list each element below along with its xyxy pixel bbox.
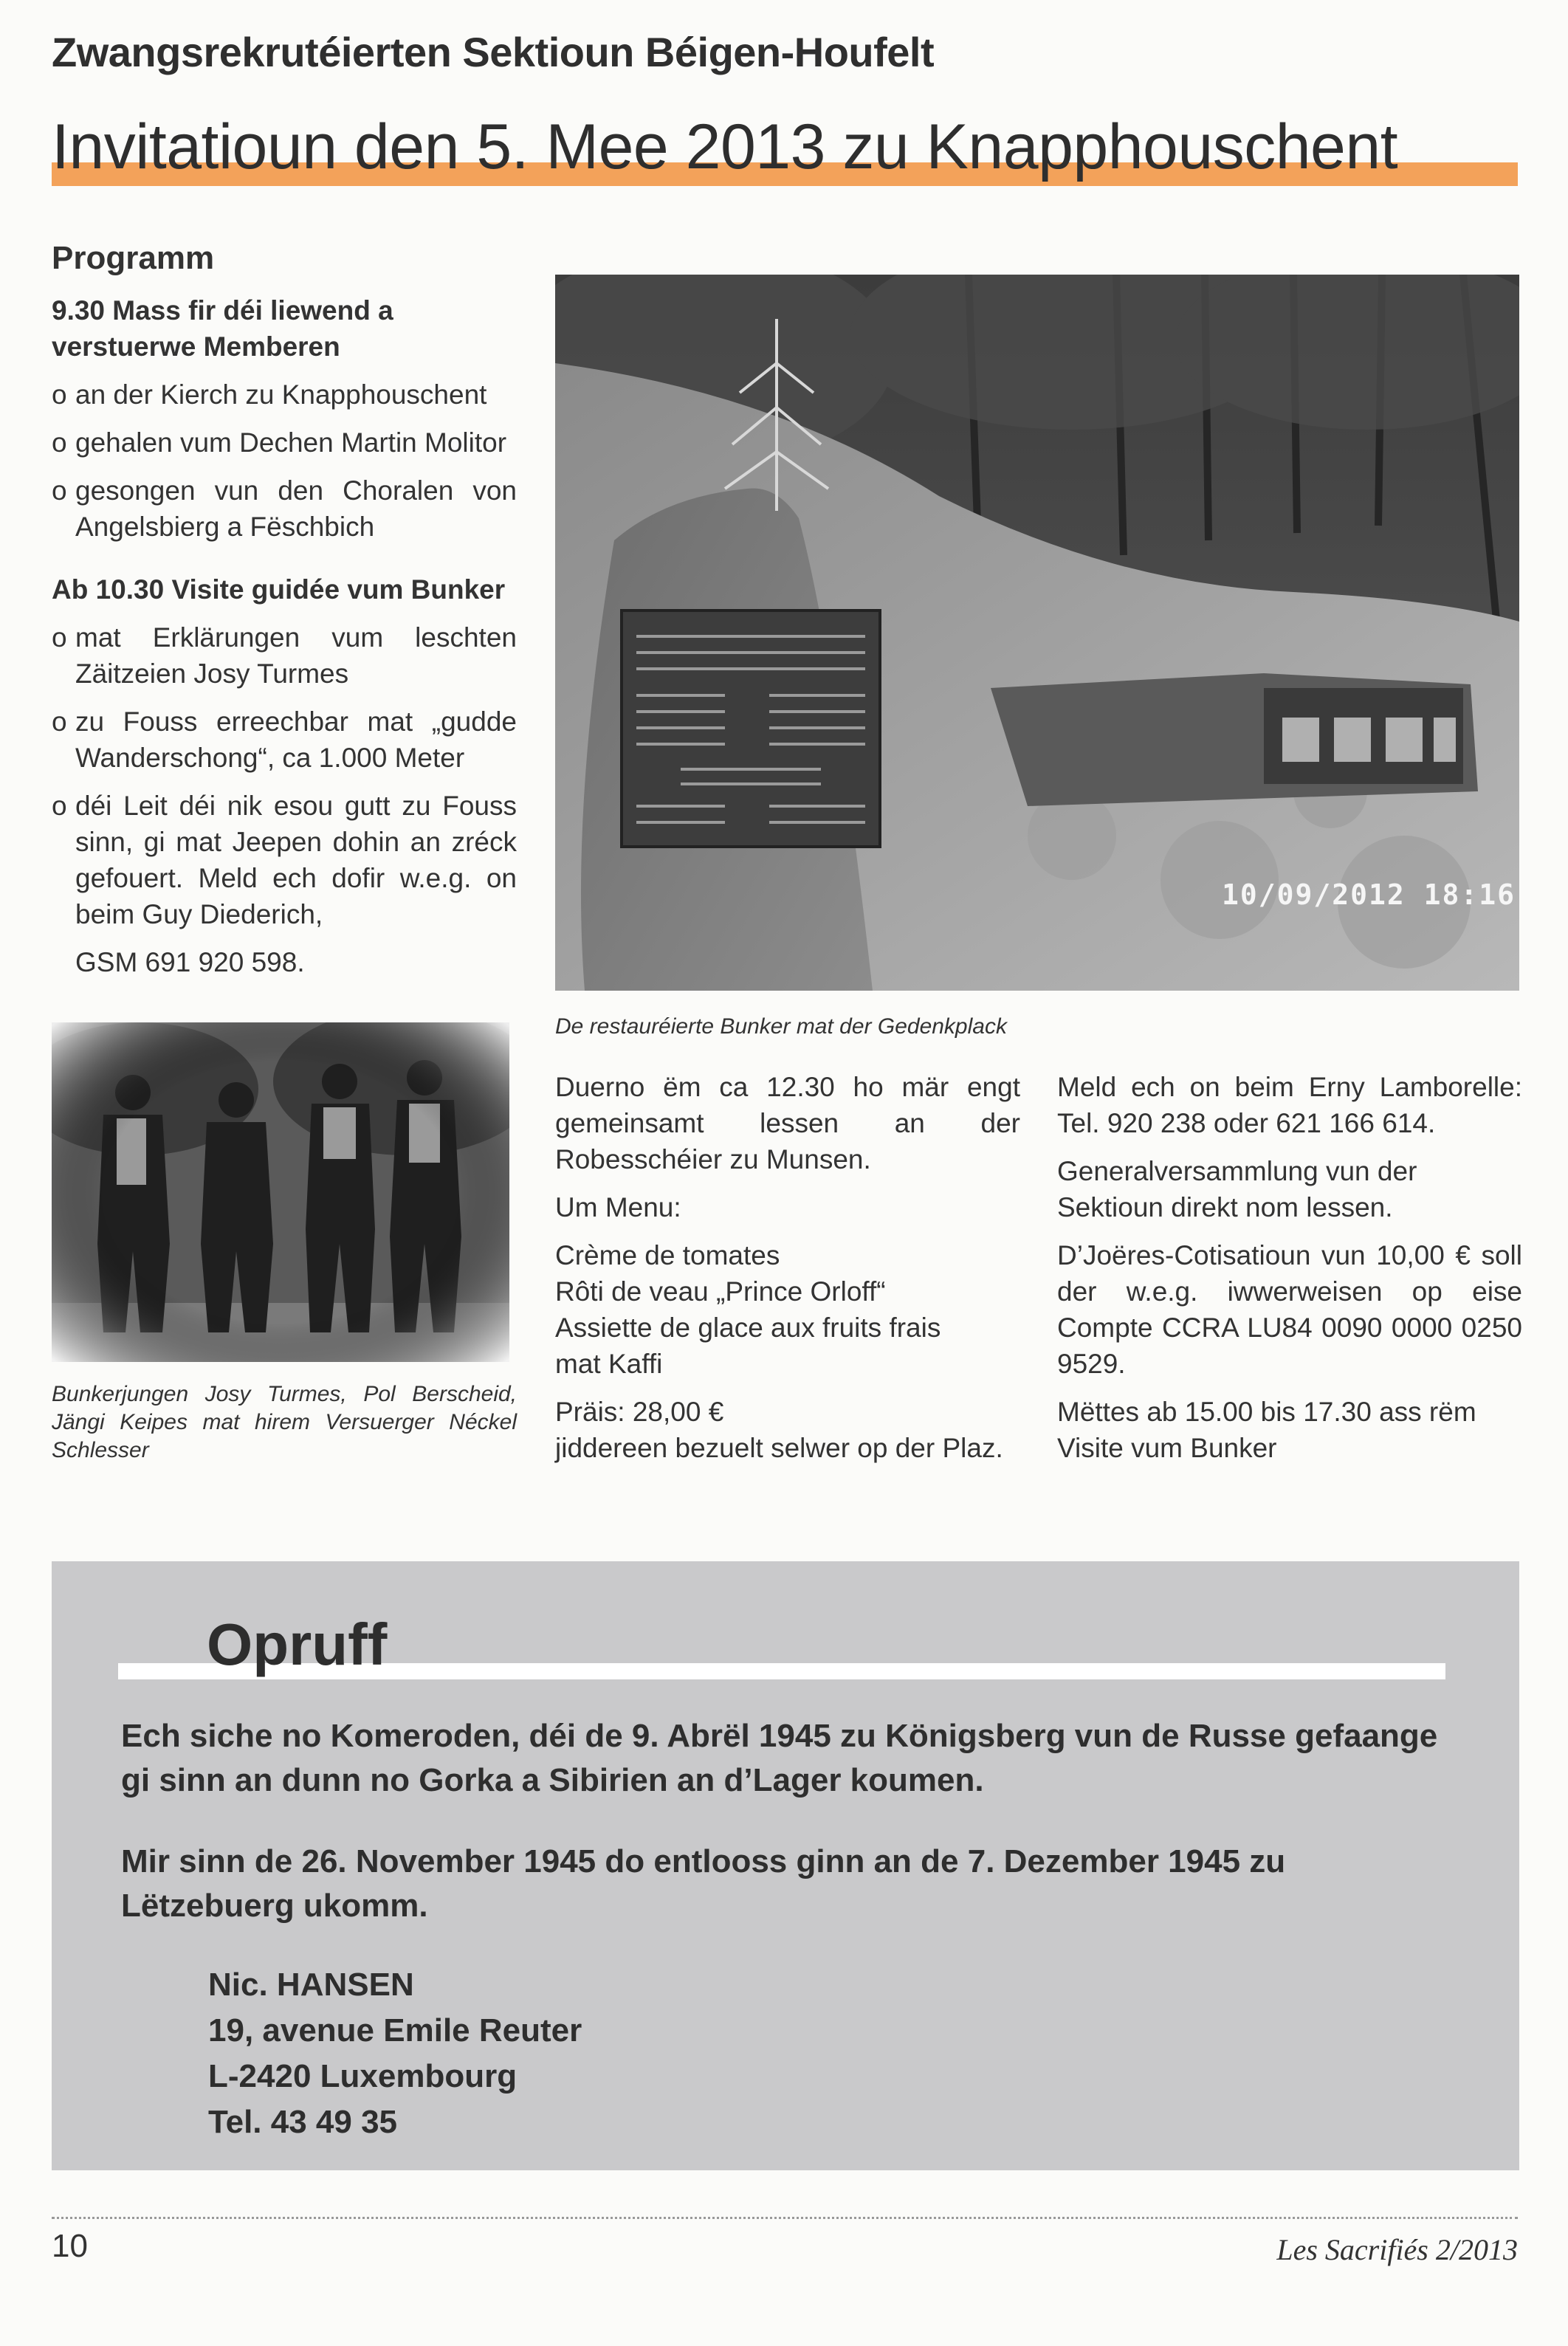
list-item bbox=[52, 472, 517, 545]
program-heading: Programm bbox=[52, 240, 215, 276]
lunch-column bbox=[555, 1069, 1020, 1478]
youths-photo-caption: Bunkerjungen Josy Turmes, Pol Berscheid, Jängi Keipes mat hirem Versuerger Néckel Schlesser bbox=[52, 1382, 517, 1462]
appeal-paragraph-1: Ech siche no Komeroden, déi de 9. Abrël 1945 zu Königsberg vun de Russe gefaange gi sinn an dunn no Gorka a Sibirien an d’Lager koumen. bbox=[121, 1718, 1438, 1798]
visit-item-3: déi Leit déi nik esou gutt zu Fouss sinn, gi mat Jeepen dohin an zréck gefouert. Meld ech dofir w.e.g. on beim Guy Diederich, bbox=[75, 791, 517, 929]
mass-title: 9.30 Mass fir déi liewend a verstuerwe Memberen bbox=[52, 295, 393, 362]
menu-item: mat Kaffi bbox=[555, 1349, 663, 1379]
contact-city: L-2420 Luxembourg bbox=[208, 2058, 517, 2094]
assembly-info: Generalversammlung vun der Sektioun direkt nom lessen. bbox=[1057, 1156, 1417, 1222]
program-column bbox=[52, 240, 517, 980]
mass-item-3: gesongen vun den Choralen von Angelsbierg a Fëschbich bbox=[75, 475, 517, 542]
menu-item: Assiette de glace aux fruits frais bbox=[555, 1313, 941, 1343]
contact-address bbox=[208, 1962, 582, 2145]
info-column bbox=[1057, 1069, 1522, 1478]
photo-timestamp: 10/09/2012 18:16 bbox=[1222, 878, 1516, 911]
phone-number: GSM 691 920 598. bbox=[75, 947, 305, 977]
contact-name: Nic. HANSEN bbox=[208, 1967, 414, 2003]
publication-name: Les Sacrifiés 2/2013 bbox=[1276, 2233, 1518, 2266]
dues-info: D’Joëres-Cotisatioun vun 10,00 € soll der w.e.g. iwwerweisen op eise Compte CCRA LU84 0090 0000 0250 9529. bbox=[1057, 1240, 1522, 1379]
menu-item: Crème de tomates bbox=[555, 1240, 780, 1270]
lunch-intro: Duerno ëm ca 12.30 ho mär engt gemeinsamt lessen an der Robesschéier zu Munsen. bbox=[555, 1072, 1020, 1174]
menu-label: Um Menu: bbox=[555, 1192, 681, 1222]
afternoon-visit-info: Mëttes ab 15.00 bis 17.30 ass rëm Visite vum Bunker bbox=[1057, 1397, 1476, 1463]
list-item bbox=[52, 424, 517, 461]
payment-note: jiddereen bezuelt selwer op der Plaz. bbox=[555, 1433, 1003, 1463]
appeal-heading: Opruff bbox=[207, 1611, 388, 1677]
section-header: Zwangsrekrutéierten Sektioun Béigen-Houfelt bbox=[52, 29, 935, 75]
list-item bbox=[52, 619, 517, 692]
visit-item-2: zu Fouss erreechbar mat „gudde Wanderschong“, ca 1.000 Meter bbox=[75, 706, 517, 773]
bullet-marker: o bbox=[52, 475, 67, 506]
menu-item: Rôti de veau „Prince Orloff“ bbox=[555, 1276, 886, 1307]
price: Präis: 28,00 € bbox=[555, 1397, 724, 1427]
bunker-youths-photo bbox=[52, 1022, 509, 1362]
page-number: 10 bbox=[52, 2228, 88, 2264]
contact-street: 19, avenue Emile Reuter bbox=[208, 2012, 582, 2049]
list-item bbox=[52, 704, 517, 776]
menu-list bbox=[555, 1237, 1020, 1382]
mass-item-1: an der Kierch zu Knapphouschent bbox=[75, 379, 487, 410]
visit-item-1: mat Erklärungen vum leschten Zäitzeien Josy Turmes bbox=[75, 622, 517, 689]
mass-item-2: gehalen vum Dechen Martin Molitor bbox=[75, 427, 507, 458]
registration-info: Meld ech on beim Erny Lamborelle: Tel. 920 238 oder 621 166 614. bbox=[1057, 1072, 1522, 1138]
list-item bbox=[52, 788, 517, 932]
bullet-marker: o bbox=[52, 706, 67, 737]
visit-title: Ab 10.30 Visite guidée vum Bunker bbox=[52, 574, 506, 605]
page-title: Invitatioun den 5. Mee 2013 zu Knapphouschent bbox=[52, 111, 1398, 182]
contact-phone: Tel. 43 49 35 bbox=[208, 2104, 398, 2140]
youths-photo-illustration bbox=[52, 1022, 509, 1362]
bullet-marker: o bbox=[52, 427, 67, 458]
bullet-marker: o bbox=[52, 622, 67, 653]
bullet-marker: o bbox=[52, 379, 67, 410]
bullet-marker: o bbox=[52, 791, 67, 821]
list-item bbox=[52, 376, 517, 413]
footer-divider bbox=[52, 2217, 1518, 2219]
bunker-photo-caption: De restauréierte Bunker mat der Gedenkplack bbox=[555, 1014, 1007, 1039]
appeal-paragraph-2: Mir sinn de 26. November 1945 do entlooss ginn an de 7. Dezember 1945 zu Lëtzebuerg ukomm. bbox=[121, 1843, 1286, 1924]
